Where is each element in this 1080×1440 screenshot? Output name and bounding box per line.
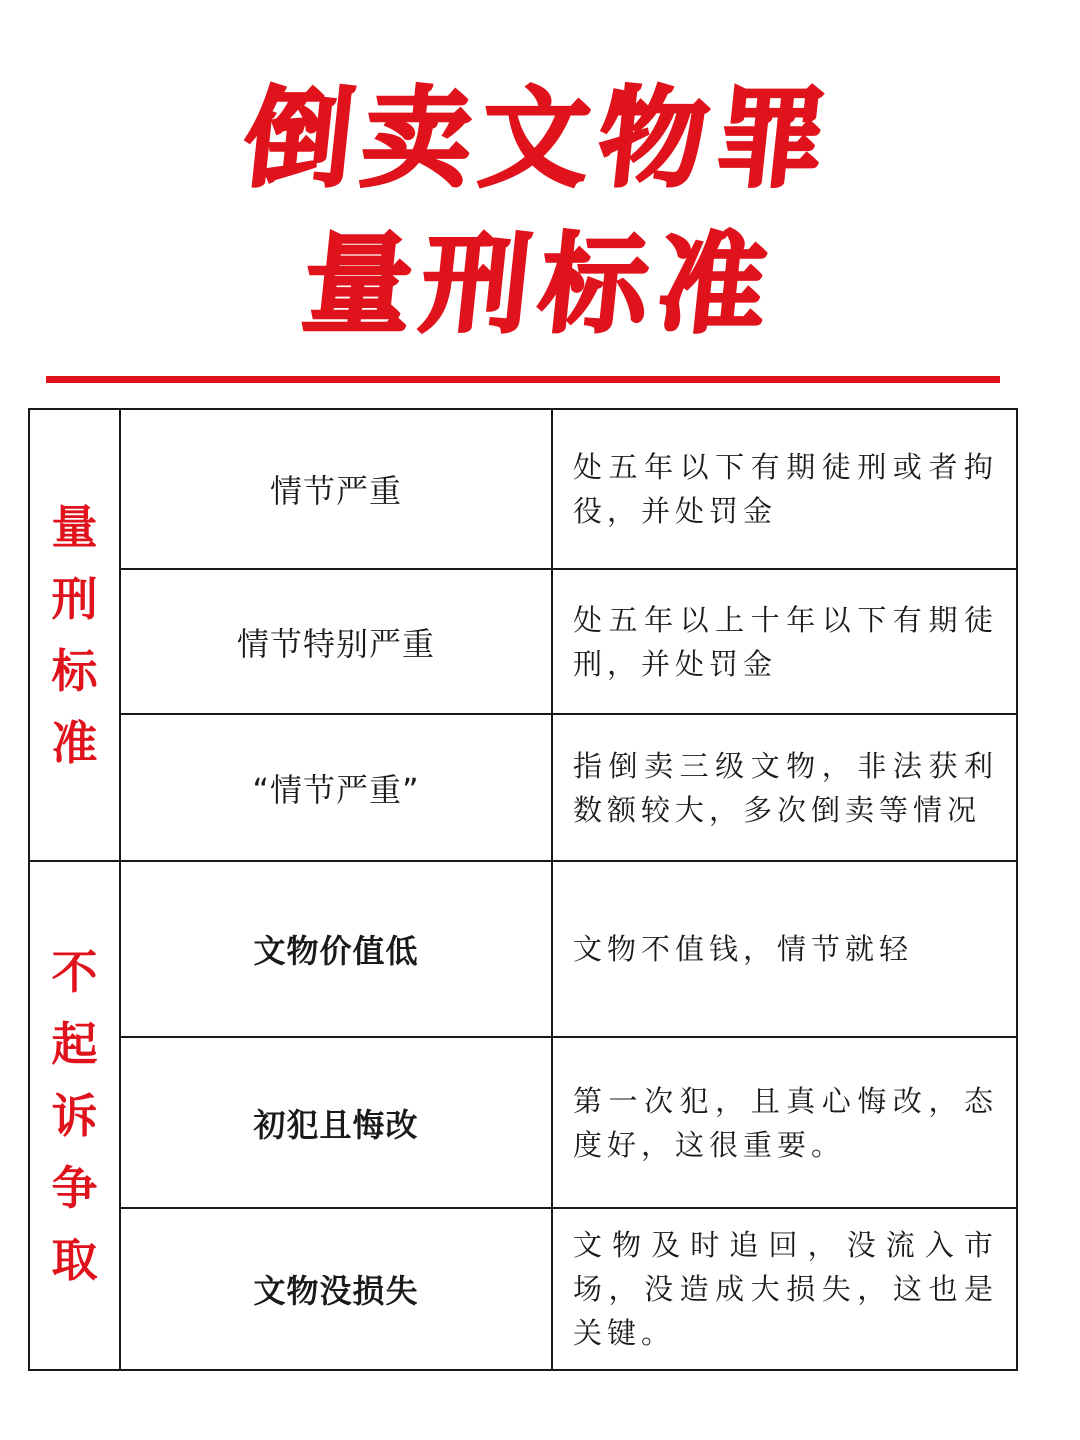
group-label-char: 诉 bbox=[51, 1088, 98, 1143]
condition-cell bbox=[121, 410, 553, 570]
condition-text: 文物价值低 bbox=[253, 932, 419, 970]
title-divider bbox=[46, 376, 1000, 383]
group-label-char: 量 bbox=[51, 500, 98, 554]
condition-cell bbox=[121, 862, 553, 1038]
sentencing-table bbox=[28, 408, 1018, 1371]
description-cell bbox=[553, 1209, 1016, 1369]
group-label-char: 起 bbox=[51, 1016, 98, 1071]
group-label-char: 准 bbox=[51, 716, 98, 770]
group-label-non-prosecution bbox=[30, 862, 121, 1369]
group-label-char: 不 bbox=[51, 944, 98, 999]
condition-text: 情节特别严重 bbox=[236, 624, 435, 663]
description-cell bbox=[553, 715, 1016, 862]
description-text: 处五年以上十年以下有期徒刑，并处罚金 bbox=[573, 602, 998, 681]
group-label-char: 争 bbox=[51, 1160, 98, 1215]
description-text: 处五年以下有期徒刑或者拘役，并处罚金 bbox=[573, 450, 998, 528]
group-label-char: 标 bbox=[51, 644, 98, 698]
description-text: 第一次犯，且真心悔改，态度好，这很重要。 bbox=[573, 1083, 998, 1162]
page-title-line-2: 量刑标准 bbox=[297, 223, 783, 348]
description-cell bbox=[553, 570, 1016, 715]
description-text: 文物不值钱，情节就轻 bbox=[573, 932, 914, 966]
description-text: 指倒卖三级文物，非法获利数额较大，多次倒卖等情况 bbox=[573, 748, 998, 827]
condition-cell bbox=[121, 1209, 553, 1369]
condition-cell bbox=[121, 1038, 553, 1209]
condition-cell bbox=[121, 570, 553, 715]
description-text: 文物及时追回，没流入市场，没造成大损失，这也是关键。 bbox=[573, 1228, 998, 1350]
condition-text: 文物没损失 bbox=[253, 1272, 419, 1310]
description-cell bbox=[553, 1038, 1016, 1209]
group-label-char: 取 bbox=[51, 1232, 98, 1287]
condition-text: “情节严重” bbox=[252, 770, 420, 809]
page-title-line-1: 倒卖文物罪 bbox=[238, 77, 842, 202]
description-cell bbox=[553, 862, 1016, 1038]
group-label-text bbox=[52, 936, 98, 1296]
group-label-char: 刑 bbox=[51, 572, 98, 626]
condition-text: 初犯且悔改 bbox=[253, 1105, 419, 1144]
description-cell bbox=[553, 410, 1016, 570]
condition-cell bbox=[121, 715, 553, 862]
group-label-text bbox=[52, 491, 98, 779]
group-label-sentencing bbox=[30, 410, 121, 862]
condition-text: 情节严重 bbox=[269, 472, 402, 510]
